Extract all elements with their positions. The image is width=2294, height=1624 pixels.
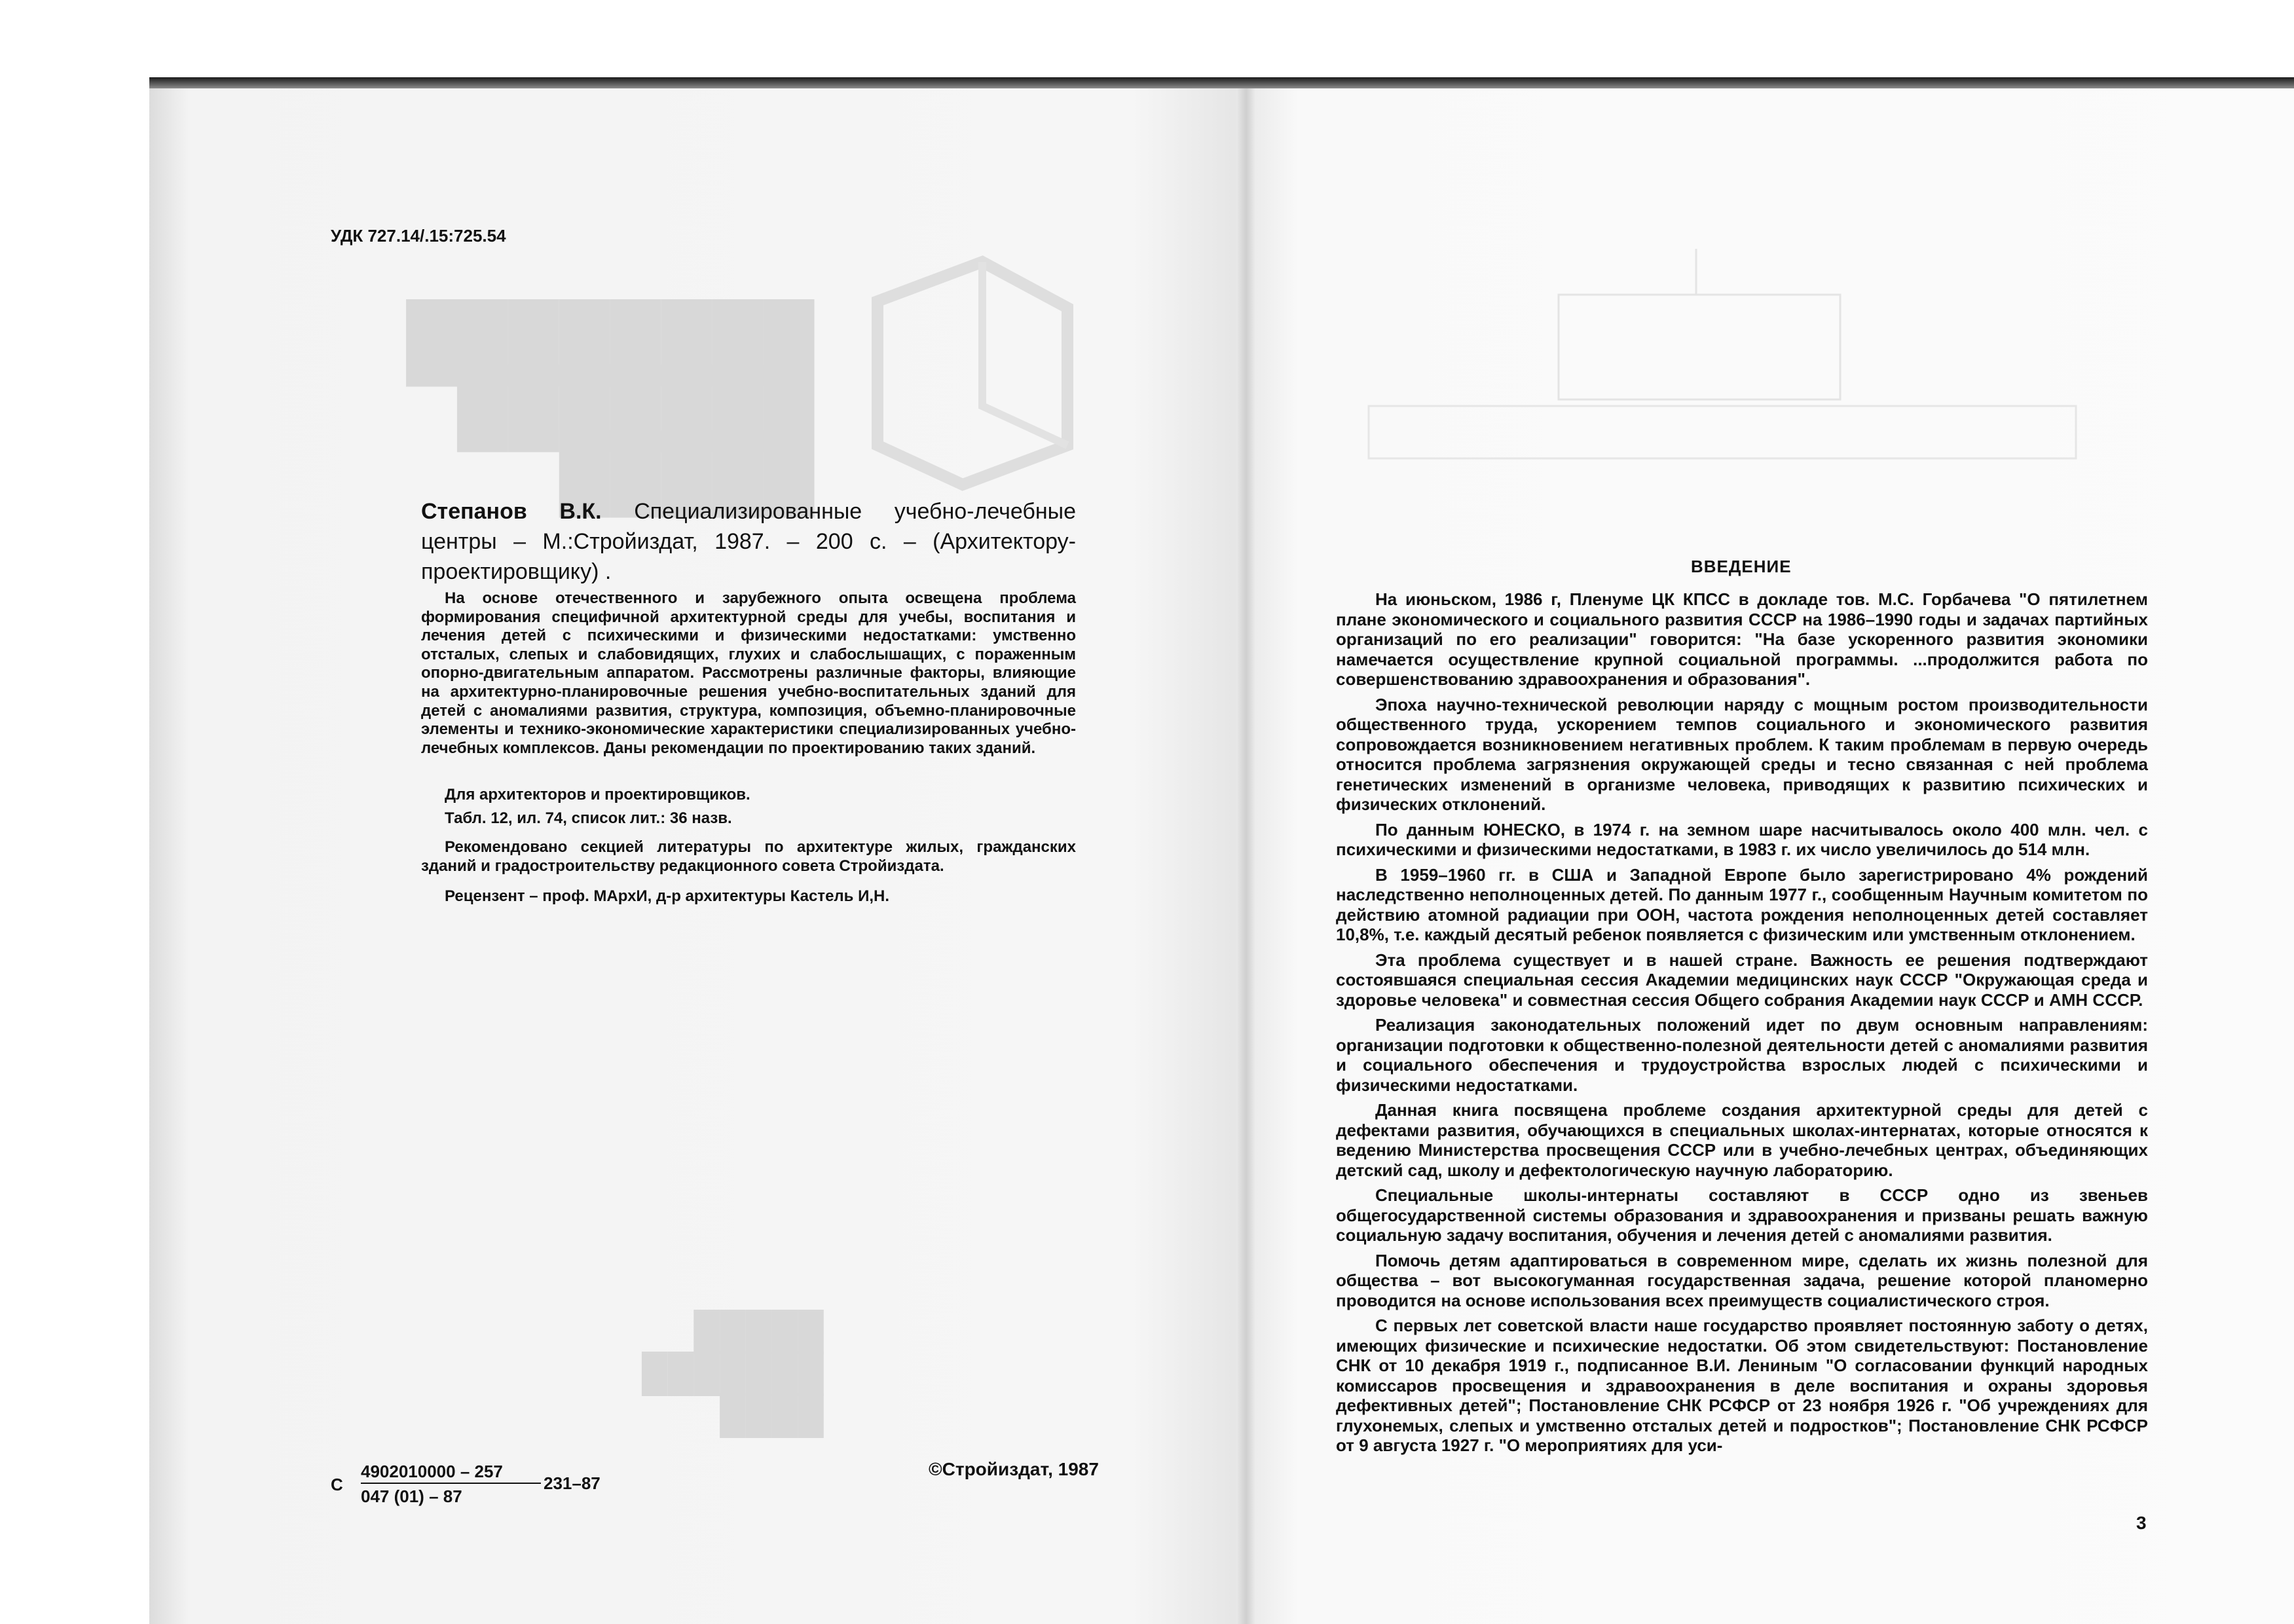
reviewer-note [421,887,1076,906]
book-spine [1236,88,1256,1624]
index-denominator: 047 (01) – 87 [361,1486,462,1506]
citation-author: Степанов В.К. [421,499,602,524]
abstract [421,589,1076,758]
paragraph: Данная книга посвящена проблеме создания архитектурной среды для детей с дефектами развития, обучающихся в специальных школах-интернатах, которые относятся к ведению Министерства просвещения СССР или в учебно-лечебных центрах, объединяющих детский сад, школу и дефектологическую научную лабораторию. [1336,1100,2148,1180]
bibliographic-citation [421,496,1076,587]
paragraph: В 1959–1960 гг. в США и Западной Европе было зарегистрировано 4% рождений наследственно неполноценных детей. По данным 1977 г., сообщенным Научным комитетом по действию атомной радиации при ООН, частота рождения неполноценных детей составляет 10,8%, т.е. каждый десятый ребенок появляется с физическим или умственным отклонением. [1336,864,2148,944]
paragraph: Эпоха научно-технической революции наряду с мощным ростом производительности общественного труда, ускорением темпов социального и экономического развития сопровождается возникновением негативных проблем. К таким проблемам в первую очередь относится проблема загрязнения окружающей среды и тесно связанная с ней проблема генетических изменений в организме человека, приводящих к развитию психических и физических отклонений. [1336,694,2148,814]
index-letter: С [331,1475,343,1494]
introduction-body [1336,589,2148,1461]
citation-text: Специализированные учебно-лечебные центры – М.:Стройиздат, 1987. – 200 с. – (Архитектору-проектировщику) . [421,499,1076,584]
audience-note [421,786,1076,805]
paragraph: Эта проблема существует и в нашей стране. Важность ее решения подтверждают состоявшаяся специальная сессия Академии медицинских наук СССР "Окружающая среда и здоровье человека" и совместная сессия Общего собрания Академии наук СССР и АМН СССР. [1336,950,2148,1010]
illustration-count-text: Табл. 12, ил. 74, список лит.: 36 назв. [445,809,732,827]
page-number: 3 [2136,1513,2147,1533]
show-through-lines: ████████ ███████ █████ [406,300,815,511]
abstract-text: На основе отечественного и зарубежного опыта освещена проблема формирования специфичной архитектурной среды для учебы, воспитания и лечения детей с психическими и физическими недостатками: умственно отсталых, слепых и слабовидящих, глухих и слабослышащих, с пораженным опорно-двигательным аппаратом. Рассмотрены различные факторы, влияющие на архитектурно-планировочные решения учебно-воспитательных зданий для детей с аномалиями развития, структура, композиция, объемно-планировочные элементы и технико-экономические характеристики специализированных учебно-лечебных комплексов. Даны рекомендации по проектированию таких зданий. [421,589,1076,757]
reviewer-text: Рецензент – проф. МАрхИ, д-р архитектуры Кастель И,Н. [445,887,889,905]
index-numerator: 4902010000 – 257 [361,1462,503,1481]
illustration-count [421,809,1076,828]
paragraph: Реализация законодательных положений идет по двум основным направлениям: организации подготовки к общественно-полезной деятельности детей с аномалиями развития и социального обеспечения и трудоустройства взрослых людей с психическими и физическими недостатками. [1336,1015,2148,1095]
recommendation-note [421,838,1076,876]
section-heading: ВВЕДЕНИЕ [1691,557,1792,576]
udc-code: УДК 727.14/.15:725.54 [331,226,506,246]
paragraph: На июньском, 1986 г, Пленуме ЦК КПСС в докладе тов. М.С. Горбачева "О пятилетнем плане экономического и социального развития СССР на 1986–1990 годы и задачах партийных организаций по его реализации" говорится: "На базе ускоренного развития экономики намечается осуществление крупной социальной программы. ...продолжится работа по совершенствованию здравоохранения и образования". [1336,589,2148,689]
audience-text: Для архитекторов и проектировщиков. [445,786,750,803]
copyright-notice: ©Стройиздат, 1987 [929,1459,1099,1479]
paragraph: С первых лет советской власти наше государство проявляет постоянную заботу о детях, имеющих физические и психические недостатки. Об этом свидетельствуют: Постановление СНК от 10 декабря 1919 г., подписанное В.И. Лениным "О согласовании функций народных комиссаров просвещения и здравоохранения в деле воспитания и охраны здоровья дефективных детей"; Постановление СНК РСФСР от 23 ноября 1926 г. "Об учреждениях для глухонемых, слепых и умственно отсталых детей и подростков"; Постановление СНК РСФСР от 9 августа 1927 г. "О мероприятиях для уси- [1336,1316,2148,1455]
show-through-imprint: █████ ███████ ████ [642,1310,824,1435]
show-through-ornament [851,249,1087,498]
index-code: 231–87 [544,1473,601,1493]
fraction-line [361,1483,541,1484]
recommendation-text: Рекомендовано секцией литературы по архитектуре жилых, гражданских зданий и градостроительству редакционного совета Стройиздата. [421,838,1076,875]
paragraph: Специальные школы-интернаты составляют в СССР одно из звеньев общегосударственной системы образования и здравоохранения и призваны решать важную социальную задачу воспитания, обучения и лечения детей с аномалиями развития. [1336,1185,2148,1245]
show-through-diagram [1356,249,2109,465]
paragraph: Помочь детям адаптироваться в современном мире, сделать их жизнь полезной для общества – вот высокогуманная государственная задача, решение которой планомерно проводится на основе использования всех преимуществ социалистического строя. [1336,1250,2148,1310]
paragraph: По данным ЮНЕСКО, в 1974 г. на земном шаре насчитывалось около 400 млн. чел. с психическими и физическими недостатками, в 1983 г. их число увеличилось до 514 млн. [1336,819,2148,859]
